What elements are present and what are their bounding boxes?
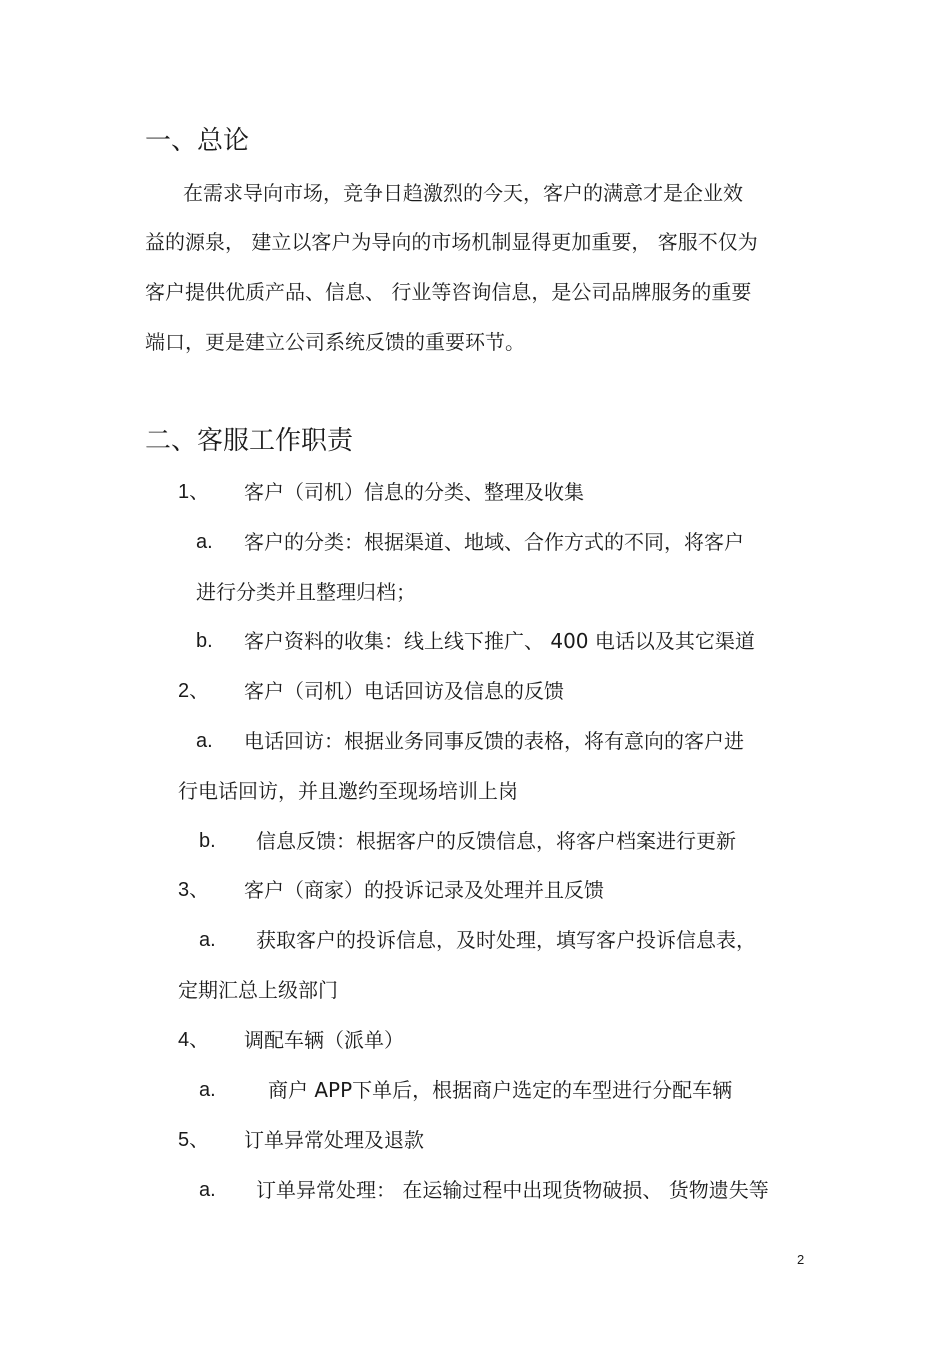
paragraph-line: 端口，更是建立公司系统反馈的重要环节。 <box>145 330 525 354</box>
sublist-continuation: 进行分类并且整理归档； <box>196 580 416 604</box>
list-item-text: 客户（司机）电话回访及信息的反馈 <box>244 679 564 703</box>
sublist-item-text: 商户 APP下单后，根据商户选定的车型进行分配车辆 <box>268 1078 733 1102</box>
paragraph-line: 在需求导向市场，竞争日趋激烈的今天，客户的满意才是企业效 <box>183 181 743 205</box>
section-heading-duties: 二、客服工作职责 <box>145 426 354 456</box>
page-number: 2 <box>797 1252 805 1267</box>
sublist-letter: a. <box>199 1079 216 1101</box>
list-number: 2、 <box>178 680 210 702</box>
sublist-letter: a. <box>199 929 216 951</box>
list-item-text: 客户（商家）的投诉记录及处理并且反馈 <box>244 878 604 902</box>
sublist-letter: a. <box>196 531 213 553</box>
sublist-item-text: 获取客户的投诉信息，及时处理，填写客户投诉信息表， <box>256 928 756 952</box>
list-number: 5、 <box>178 1129 210 1151</box>
sublist-item-text: 订单异常处理： 在运输过程中出现货物破损、 货物遗失等 <box>256 1178 769 1202</box>
sublist-letter: a. <box>199 1179 216 1201</box>
paragraph-line: 客户提供优质产品、信息、 行业等咨询信息，是公司品牌服务的重要 <box>145 280 752 304</box>
paragraph-line: 益的源泉， 建立以客户为导向的市场机制显得更加重要， 客服不仅为 <box>145 230 758 254</box>
sublist-letter: a. <box>196 730 213 752</box>
list-number: 4、 <box>178 1029 210 1051</box>
sublist-item-text: 信息反馈：根据客户的反馈信息，将客户档案进行更新 <box>256 829 736 853</box>
sublist-continuation: 行电话回访，并且邀约至现场培训上岗 <box>178 779 518 803</box>
sublist-continuation: 定期汇总上级部门 <box>178 978 338 1002</box>
list-item-text: 订单异常处理及退款 <box>244 1128 424 1152</box>
sublist-letter: b. <box>196 630 213 652</box>
list-number: 1、 <box>178 481 210 503</box>
sublist-item-text: 客户的分类：根据渠道、地域、合作方式的不同，将客户 <box>244 530 744 554</box>
sublist-letter: b. <box>199 830 216 852</box>
list-item-text: 客户（司机）信息的分类、整理及收集 <box>244 480 584 504</box>
list-number: 3、 <box>178 879 210 901</box>
list-item-text: 调配车辆（派单） <box>244 1028 404 1052</box>
section-heading-overview: 一、总论 <box>145 126 250 156</box>
sublist-item-text: 客户资料的收集：线上线下推广、 400 电话以及其它渠道 <box>244 629 755 653</box>
sublist-item-text: 电话回访：根据业务同事反馈的表格，将有意向的客户进 <box>244 729 744 753</box>
